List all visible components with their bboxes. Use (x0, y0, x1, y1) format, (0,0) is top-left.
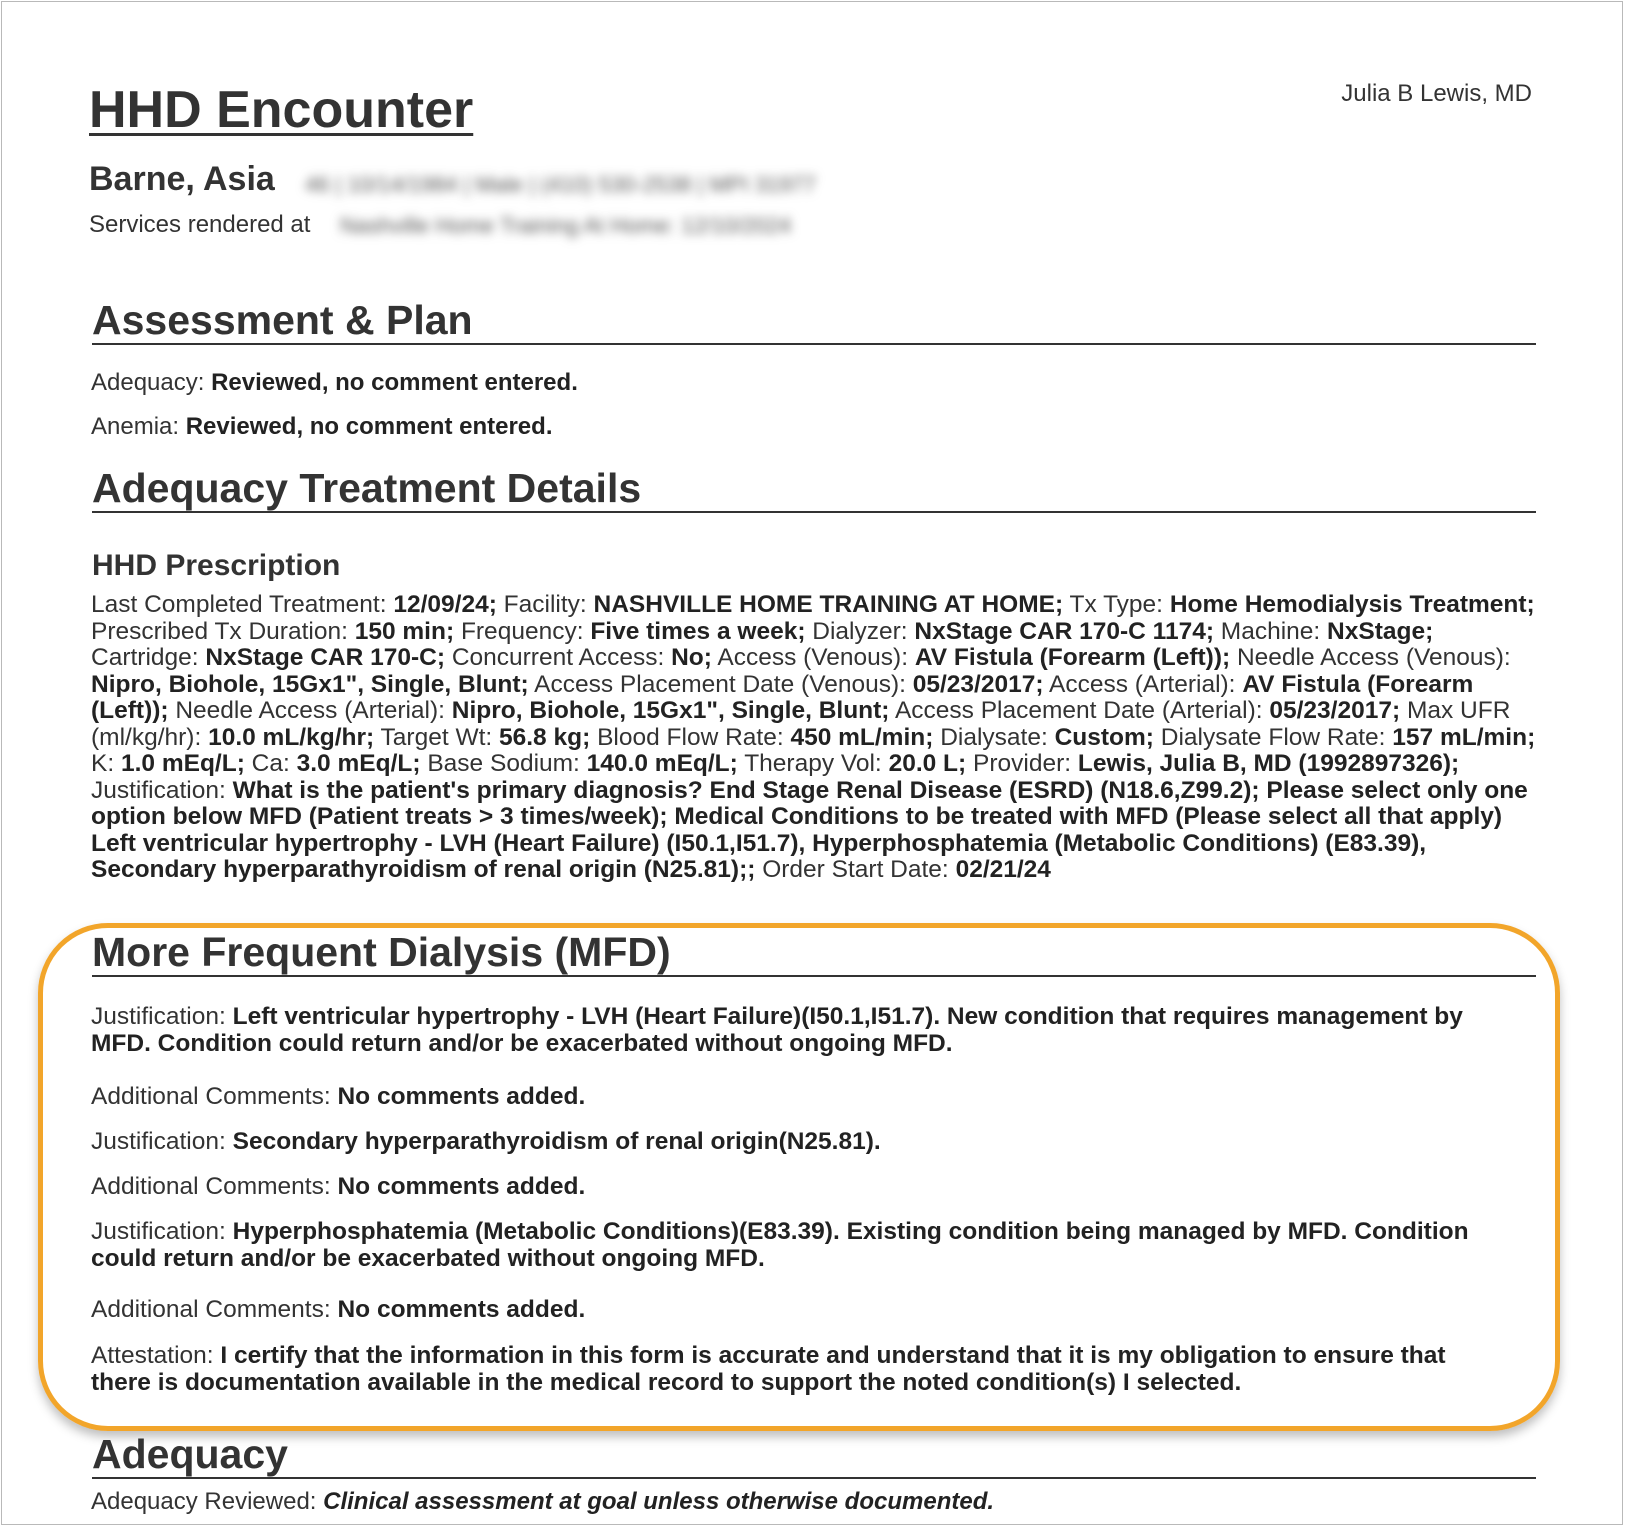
rx-field-value: 150 min; (354, 617, 455, 645)
assessment-item (91, 369, 578, 397)
rx-field-label: Facility: (503, 591, 587, 618)
rx-field-value: Nipro, Biohole, 15Gx1", Single, Blunt; (451, 697, 890, 724)
mfd-entry (91, 1128, 1511, 1155)
mfd-entry-label: Justification: (91, 1128, 226, 1155)
rx-field-label: Base Sodium: (427, 750, 580, 777)
rx-field-label: Prescribed Tx Duration: (91, 617, 348, 645)
rx-field-value: 1.0 mEq/L; (120, 750, 245, 777)
assessment-item-value: Reviewed, no comment entered. (211, 369, 578, 396)
rx-field-value: Lewis, Julia B, MD (1992897326); (1077, 750, 1460, 777)
mfd-entry-label: Attestation: (91, 1342, 214, 1369)
services-label: Services rendered at (89, 211, 311, 238)
mfd-entry-label: Additional Comments: (91, 1083, 331, 1110)
rx-field-label: Last Completed Treatment: (91, 591, 387, 618)
rx-field-label: Concurrent Access: (451, 644, 665, 671)
rx-field-value: 05/23/2017; (1269, 697, 1401, 724)
rx-field-value: 140.0 mEq/L; (586, 750, 738, 777)
mfd-entry-label: Additional Comments: (91, 1296, 331, 1323)
rx-field-value: No; (671, 644, 712, 671)
mfd-attestation (91, 1342, 1511, 1396)
rx-field-value: 05/23/2017; (912, 670, 1044, 698)
rx-field-label: Tx Type: (1069, 591, 1163, 618)
mfd-entry-value: Hyperphosphatemia (Metabolic Conditions)(E83.39). Existing condition being managed by MFD. Condition could return and/or be exacerbated without ongoing MFD. (91, 1218, 1469, 1272)
rx-field-label: Dialysate Flow Rate: (1160, 723, 1386, 751)
rx-field-label: Access (Arterial): (1048, 670, 1236, 698)
rx-field-value: Nipro, Biohole, 15Gx1", Single, Blunt; (91, 670, 529, 698)
mfd-entry (91, 1083, 1511, 1110)
rx-field-value: NxStage; (1327, 617, 1434, 645)
mfd-heading: More Frequent Dialysis (MFD) (92, 929, 1536, 977)
rx-field-label: Ca: (251, 750, 290, 777)
adequacy-heading: Adequacy (92, 1431, 1536, 1479)
assessment-item (91, 413, 552, 441)
mfd-entry-value: Secondary hyperparathyroidism of renal origin(N25.81). (232, 1128, 881, 1155)
mfd-entry-label: Justification: (91, 1003, 226, 1030)
mfd-entry (91, 1218, 1511, 1272)
rx-field-value: 56.8 kg; (499, 723, 591, 751)
rx-field-label: Target Wt: (380, 723, 493, 751)
assessment-plan-heading: Assessment & Plan (92, 297, 1536, 345)
rx-field-label: Access Placement Date (Arterial): (894, 697, 1263, 724)
mfd-entry-value: Left ventricular hypertrophy - LVH (Heart Failure)(I50.1,I51.7). New condition that requires management by MFD. Condition could return and/or be exacerbated without ongoing MFD. (91, 1003, 1463, 1057)
rx-field-label: Max UFR (ml/kg/hr): (91, 697, 1511, 751)
rx-field-label: Machine: (1220, 617, 1321, 645)
provider-name: Julia B Lewis, MD (1341, 80, 1532, 107)
rx-field-value: 12/09/24; (393, 591, 497, 618)
rx-field-value: NxStage CAR 170-C 1174; (914, 617, 1214, 645)
rx-field-value: What is the patient's primary diagnosis? End Stage Renal Disease (ESRD) (N18.6,Z99.2); Please select only one option below MFD (Patient treats > 3 times/week); Medical Conditions to be treated with MFD (Please select all that apply) Left ventricular hypertrophy - LVH (Heart Failure) (I50.1,I51.7), Hyperphosphatemia (Metabolic Conditions) (E83.39), Secondary hyperparathyroidism of renal origin (N25.81);; (91, 776, 1528, 883)
assessment-item-label: Adequacy: (91, 369, 205, 396)
rx-field-value: NASHVILLE HOME TRAINING AT HOME; (593, 591, 1064, 618)
rx-field-label: Order Start Date: (762, 856, 949, 883)
patient-name: Barne, Asia (89, 160, 275, 198)
mfd-entry-value: No comments added. (337, 1083, 586, 1110)
rx-field-label: Needle Access (Venous): (1236, 644, 1511, 671)
rx-field-label: Access Placement Date (Venous): (534, 670, 906, 698)
mfd-entry (91, 1173, 1511, 1200)
mfd-entry (91, 1296, 1511, 1323)
rx-field-label: Provider: (973, 750, 1072, 777)
rx-field-label: Cartridge: (91, 644, 199, 671)
rx-field-label: Access (Venous): (717, 644, 909, 671)
adequacy-reviewed-value: Clinical assessment at goal unless otherwise documented. (323, 1488, 995, 1515)
assessment-item-label: Anemia: (91, 413, 180, 440)
adequacy-reviewed-label: Adequacy Reviewed: (91, 1488, 317, 1515)
rx-field-value: 02/21/24 (955, 856, 1051, 883)
adequacy-details-heading: Adequacy Treatment Details (92, 465, 1536, 513)
rx-field-label: Dialysate: (940, 723, 1048, 751)
rx-field-label: Dialyzer: (812, 617, 908, 645)
rx-field-value: 20.0 L; (888, 750, 967, 777)
rx-field-value: AV Fistula (Forearm (Left)); (914, 644, 1231, 671)
rx-field-label: Needle Access (Arterial): (175, 697, 445, 724)
rx-field-label: Frequency: (460, 617, 584, 645)
prescription-details (91, 592, 1541, 884)
rx-field-label: K: (91, 750, 115, 777)
rx-field-value: 10.0 mL/kg/hr; (208, 723, 375, 751)
mfd-entry-label: Justification: (91, 1218, 226, 1245)
rx-field-value: NxStage CAR 170-C; (205, 644, 446, 671)
rx-field-value: 157 mL/min; (1392, 723, 1536, 751)
mfd-entry-value: No comments added. (337, 1173, 586, 1200)
mfd-entry-label: Additional Comments: (91, 1173, 331, 1200)
patient-details-redacted: 46 | 10/14/1984 | Male | (410) 530-2538 | MPI 31977 (305, 172, 816, 197)
rx-field-label: Justification: (91, 776, 226, 804)
mfd-entry-value: I certify that the information in this form is accurate and understand that it is my obligation to ensure that there is documentation available in the medical record to support the noted condition(s) I selected. (91, 1342, 1446, 1396)
rx-field-value: 450 mL/min; (790, 723, 934, 751)
rx-field-value: Home Hemodialysis Treatment; (1169, 591, 1535, 618)
service-details-redacted: Nashville Home Training At Home: 12/10/2024 (340, 213, 792, 238)
rx-field-label: Therapy Vol: (744, 750, 882, 777)
rx-field-value: Custom; (1054, 723, 1154, 751)
rx-field-value: Five times a week; (590, 617, 806, 645)
rx-field-label: Blood Flow Rate: (597, 723, 784, 751)
mfd-entry-value: No comments added. (337, 1296, 586, 1323)
hhd-prescription-heading: HHD Prescription (92, 549, 341, 582)
rx-field-value: 3.0 mEq/L; (296, 750, 421, 777)
adequacy-reviewed (91, 1488, 994, 1516)
document-title: HHD Encounter (89, 81, 474, 139)
rx-field-value: AV Fistula (Forearm (Left)); (91, 670, 1474, 724)
mfd-entry (91, 1003, 1511, 1057)
assessment-item-value: Reviewed, no comment entered. (185, 413, 553, 440)
